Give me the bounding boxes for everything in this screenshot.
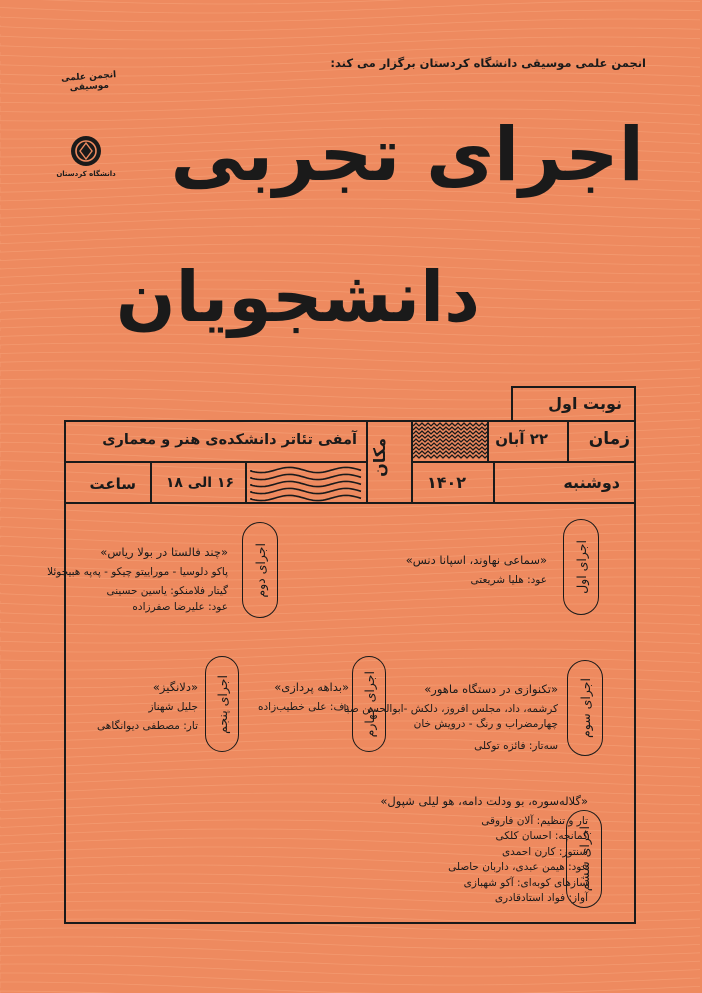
zigzag-line bbox=[413, 435, 487, 438]
grid-divider-right bbox=[411, 461, 636, 463]
wave-line bbox=[251, 467, 361, 472]
wave-pattern bbox=[247, 463, 366, 504]
grid-vline-hours bbox=[150, 461, 152, 504]
performance-1: «سماعی نهاوند، اسپانا دنس» عود: هلیا شریعتی bbox=[405, 553, 547, 586]
zigzag-line bbox=[413, 455, 487, 458]
background-wave-line bbox=[0, 361, 700, 373]
day-value: دوشنبه bbox=[563, 473, 620, 492]
wave-line bbox=[251, 474, 361, 479]
grid-vline-place bbox=[366, 420, 368, 504]
background-wave-line bbox=[0, 370, 700, 382]
grid-vline-time bbox=[567, 420, 569, 462]
zigzag-line bbox=[413, 439, 487, 442]
zigzag-line bbox=[413, 427, 487, 430]
organizer-line: انجمن علمی موسیقی دانشگاه کردستان برگزار می کند: bbox=[330, 56, 646, 70]
background-wave-line bbox=[0, 928, 700, 940]
performance-3: «تکنوازی در دستگاه ماهور» کرشمه، داد، مجلس افروز، دلکش -ابوالحسن صبا چهارمضراب و رنگ - درویش خان سه‌تار: فائزه توکلی bbox=[343, 682, 558, 752]
title-line-2: دانشجویان bbox=[115, 256, 480, 338]
zigzag-line bbox=[413, 423, 487, 426]
title-line-1: اجرای تجربی bbox=[170, 112, 644, 198]
grid-vline-day bbox=[493, 461, 495, 504]
performance-1-label: اجرای اول bbox=[563, 519, 599, 615]
performance-4: «بداهه پردازی» دف: علی خطیب‌زاده bbox=[257, 680, 349, 713]
time-label: زمان bbox=[588, 429, 630, 449]
hours-value: ۱۶ الی ۱۸ bbox=[165, 475, 234, 491]
performance-6: «گلاله‌سوره، بو ودلت دامه، هو لیلی شپول» تار و تنظیم: آلان فاروقی کمانچه: احسان کلکی سنتور: کارن احمدی عود: هیمن عبدی، داربان حاصلی سازهای کوبه‌ای: آکو شهبازی آواز: فواد استادقادری bbox=[380, 794, 588, 904]
zigzag-line bbox=[413, 431, 487, 434]
performance-3-label: اجرای سوم bbox=[567, 660, 603, 756]
date-value: ۲۲ آبان bbox=[495, 430, 548, 448]
zigzag-pattern bbox=[413, 422, 487, 461]
performance-5-label: اجرای پنجم bbox=[205, 656, 239, 752]
place-label: مکان bbox=[370, 438, 389, 477]
wave-line bbox=[251, 495, 361, 500]
wave-line bbox=[251, 488, 361, 493]
background-wave-line bbox=[0, 208, 700, 219]
year-value: ۱۴۰۲ bbox=[426, 473, 466, 492]
university-seal-logo: دانشگاه کردستان bbox=[62, 134, 110, 196]
background-wave-line bbox=[0, 352, 700, 364]
place-value: آمفی تئاتر دانشکده‌ی هنر و معماری bbox=[102, 432, 357, 448]
background-wave-line bbox=[0, 343, 700, 355]
background-wave-line bbox=[0, 217, 700, 229]
background-wave-line bbox=[0, 100, 700, 112]
performance-4-label: اجرای چهارم bbox=[352, 656, 386, 752]
performance-6-label: اجرای ششم bbox=[566, 810, 602, 908]
hours-label: ساعت bbox=[89, 475, 136, 493]
zigzag-line bbox=[413, 443, 487, 446]
wave-line bbox=[251, 481, 361, 486]
background-wave-line bbox=[0, 37, 700, 49]
zigzag-line bbox=[413, 451, 487, 454]
zigzag-line bbox=[413, 447, 487, 450]
music-association-logo: انجمن علمی موسیقی bbox=[60, 70, 117, 94]
performance-2-label: اجرای دوم bbox=[242, 522, 278, 618]
performance-5: «دلانگیز» جلیل شهناز تار: مصطفی دیوانگاهی bbox=[97, 680, 198, 732]
background-wave-line bbox=[0, 1, 700, 13]
background-wave-line bbox=[0, 0, 700, 4]
background-wave-line bbox=[0, 937, 700, 949]
turn-label: نوبت اول bbox=[548, 394, 622, 413]
performance-2: «چند فالستا در بولا ریاس» پاکو دلوسیا - موراییتو چیکو - په‌په هبیچوئلا گیتار فلامنکو: یاسین حسینی عود: علیرضا صفرزاده bbox=[47, 545, 228, 613]
grid-vline-date bbox=[487, 420, 489, 462]
